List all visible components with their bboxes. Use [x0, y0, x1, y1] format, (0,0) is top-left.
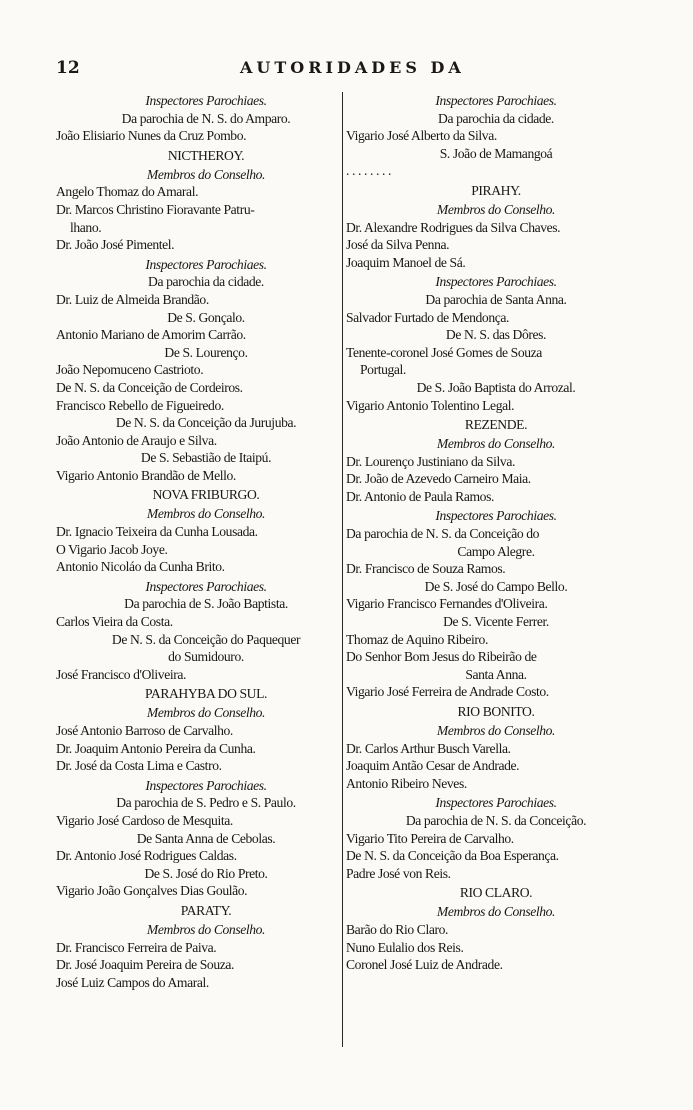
section-heading: Membros do Conselho.: [436, 201, 556, 217]
section-heading: Membros do Conselho.: [146, 166, 266, 182]
entry-line: Dr. Alexandre Rodrigues da Silva Chaves.: [346, 219, 561, 235]
section-heading: Inspectores Parochiaes.: [435, 508, 557, 524]
right-column: [346, 90, 646, 974]
entry-line: Dr. Antonio de Paula Ramos.: [346, 488, 494, 504]
municipality-heading: REZENDE.: [464, 417, 528, 433]
section-heading: Membros do Conselho.: [436, 436, 556, 452]
parish-line: Da parochia de S. Pedro e S. Paulo.: [116, 795, 296, 811]
entry-line: Padre José von Reis.: [346, 865, 451, 881]
entry-line: José Francisco d'Oliveira.: [56, 666, 187, 682]
entry-line: Barão do Rio Claro.: [346, 921, 449, 937]
parish-line: De Santa Anna de Cebolas.: [136, 830, 276, 846]
entry-line: Dr. Carlos Arthur Busch Varella.: [346, 740, 511, 756]
entry-line: Vigario José Cardoso de Mesquita.: [56, 812, 233, 828]
parish-line: De N. S. das Dôres.: [445, 327, 547, 343]
continuation-line: lhano.: [70, 219, 102, 235]
section-heading: Inspectores Parochiaes.: [145, 93, 267, 108]
municipality-heading: PARATY.: [180, 902, 232, 918]
parish-line: Santa Anna.: [465, 666, 527, 682]
parish-line: De S. João Baptista do Arrozal.: [416, 379, 576, 395]
entry-line: Joaquim Manoel de Sá.: [346, 254, 466, 270]
entry-line: Joaquim Antão Cesar de Andrade.: [346, 758, 520, 774]
continuation-line: Portugal.: [360, 362, 406, 378]
parish-line: De N. S. da Conceição do Paquequer: [111, 631, 301, 647]
section-heading: Membros do Conselho.: [436, 904, 556, 920]
entry-line: Dr. Antonio José Rodrigues Caldas.: [56, 848, 237, 864]
parish-line: Da parochia da cidade.: [148, 274, 264, 290]
entry-line: João Nepomuceno Castrioto.: [56, 362, 204, 378]
entry-line: Vigario Antonio Tolentino Legal.: [346, 397, 515, 413]
page-number: 12: [56, 58, 80, 78]
parish-line: De S. Gonçalo.: [167, 309, 245, 325]
entry-line: De N. S. da Conceição de Cordeiros.: [56, 379, 243, 395]
entry-line: Dr. João de Azevedo Carneiro Maia.: [346, 471, 531, 487]
municipality-heading: PARAHYBA DO SUL.: [144, 686, 268, 702]
parish-line: De S. Lourenço.: [164, 344, 248, 360]
entry-line: Dr. Ignacio Teixeira da Cunha Lousada.: [56, 524, 258, 540]
running-head-title: AUTORIDADES DA: [240, 58, 465, 77]
municipality-heading: NOVA FRIBURGO.: [152, 487, 260, 503]
section-heading: Inspectores Parochiaes.: [145, 578, 267, 594]
entry-line: Angelo Thomaz do Amaral.: [56, 184, 199, 200]
entry-line: Carlos Vieira da Costa.: [56, 614, 173, 630]
entry-line: Antonio Nicoláo da Cunha Brito.: [56, 559, 225, 575]
section-heading: Inspectores Parochiaes.: [435, 795, 557, 811]
section-heading: Inspectores Parochiaes.: [145, 256, 267, 272]
entry-line: Coronel José Luiz de Andrade.: [346, 957, 503, 973]
entry-line: Do Senhor Bom Jesus do Ribeirão de: [346, 649, 537, 665]
entry-line: Francisco Rebello de Figueiredo.: [56, 397, 224, 413]
entry-line: José Antonio Barroso de Carvalho.: [56, 723, 233, 738]
entry-line: De N. S. da Conceição da Boa Esperança.: [346, 848, 559, 864]
section-heading: Membros do Conselho.: [146, 921, 266, 937]
parish-line: De S. Vicente Ferrer.: [443, 614, 549, 630]
entry-line: Dr. Francisco Ferreira de Paiva.: [56, 939, 217, 955]
entry-line: Dr. Marcos Christino Fioravante Patru-: [56, 201, 255, 217]
entry-line: Vigario José Ferreira de Andrade Costo.: [346, 684, 549, 700]
parish-line: De S. José do Campo Bello.: [424, 578, 568, 594]
section-heading: Inspectores Parochiaes.: [435, 93, 557, 108]
parish-line: De N. S. da Conceição da Jurujuba.: [115, 415, 297, 431]
entry-line: Dr. José da Costa Lima e Castro.: [56, 758, 222, 774]
municipality-heading: NICTHEROY.: [167, 147, 245, 163]
parish-line: De S. Sebastião de Itaipú.: [140, 450, 272, 466]
entry-line: Vigario João Gonçalves Dias Goulão.: [56, 883, 248, 899]
ellipsis-line: . . . . . . . .: [346, 163, 392, 179]
parish-line: S. João de Mamangoá: [439, 145, 553, 161]
entry-line: Dr. Joaquim Antonio Pereira da Cunha.: [56, 740, 256, 756]
entry-line: Thomaz de Aquino Ribeiro.: [346, 631, 488, 647]
entry-line: Dr. João José Pimentel.: [56, 237, 175, 253]
section-heading: Inspectores Parochiaes.: [435, 274, 557, 290]
section-heading: Membros do Conselho.: [146, 705, 266, 721]
section-heading: Inspectores Parochiaes.: [145, 777, 267, 793]
entry-line: Dr. Francisco de Souza Ramos.: [346, 561, 506, 577]
entry-line: Da parochia de N. S. da Conceição do: [346, 526, 540, 542]
municipality-heading: PIRAHY.: [471, 182, 521, 198]
entry-line: Dr. Luiz de Almeida Brandão.: [56, 291, 209, 307]
entry-line: Vigario Tito Pereira de Carvalho.: [346, 830, 514, 846]
entry-line: José Luiz Campos do Amaral.: [56, 974, 209, 990]
parish-line: De S. José do Rio Preto.: [144, 865, 268, 881]
entry-line: O Vigario Jacob Joye.: [56, 541, 168, 557]
parish-line: Da parochia de N. S. do Amparo.: [121, 110, 291, 126]
parish-line: Da parochia de Santa Anna.: [425, 291, 567, 307]
entry-line: Vigario Francisco Fernandes d'Oliveira.: [346, 596, 548, 612]
parish-line: Da parochia da cidade.: [438, 110, 554, 126]
entry-line: Salvador Furtado de Mendonça.: [346, 309, 510, 325]
entry-line: Antonio Ribeiro Neves.: [346, 775, 467, 791]
parish-line: Campo Alegre.: [457, 543, 535, 559]
entry-line: João Elisiario Nunes da Cruz Pombo.: [56, 128, 247, 144]
parish-line: Da parochia de S. João Baptista.: [124, 596, 288, 612]
parish-line: Da parochia de N. S. da Conceição.: [405, 812, 587, 828]
entry-line: Antonio Mariano de Amorim Carrão.: [56, 327, 246, 343]
entry-line: Vigario José Alberto da Silva.: [346, 128, 497, 144]
running-header: [0, 58, 693, 84]
entry-line: Nuno Eulalio dos Reis.: [346, 939, 464, 955]
entry-line: Vigario Antonio Brandão de Mello.: [56, 467, 236, 483]
entry-line: Dr. Lourenço Justiniano da Silva.: [346, 453, 515, 469]
parish-line: do Sumidouro.: [168, 649, 244, 665]
entry-line: José da Silva Penna.: [346, 237, 450, 253]
municipality-heading: RIO CLARO.: [459, 885, 533, 901]
municipality-heading: RIO BONITO.: [457, 704, 535, 719]
left-column: [56, 90, 356, 991]
section-heading: Membros do Conselho.: [436, 723, 556, 738]
entry-line: Dr. José Joaquim Pereira de Souza.: [56, 957, 235, 973]
entry-line: João Antonio de Araujo e Silva.: [56, 432, 217, 448]
section-heading: Membros do Conselho.: [146, 506, 266, 522]
entry-line: Tenente-coronel José Gomes de Souza: [346, 344, 542, 360]
